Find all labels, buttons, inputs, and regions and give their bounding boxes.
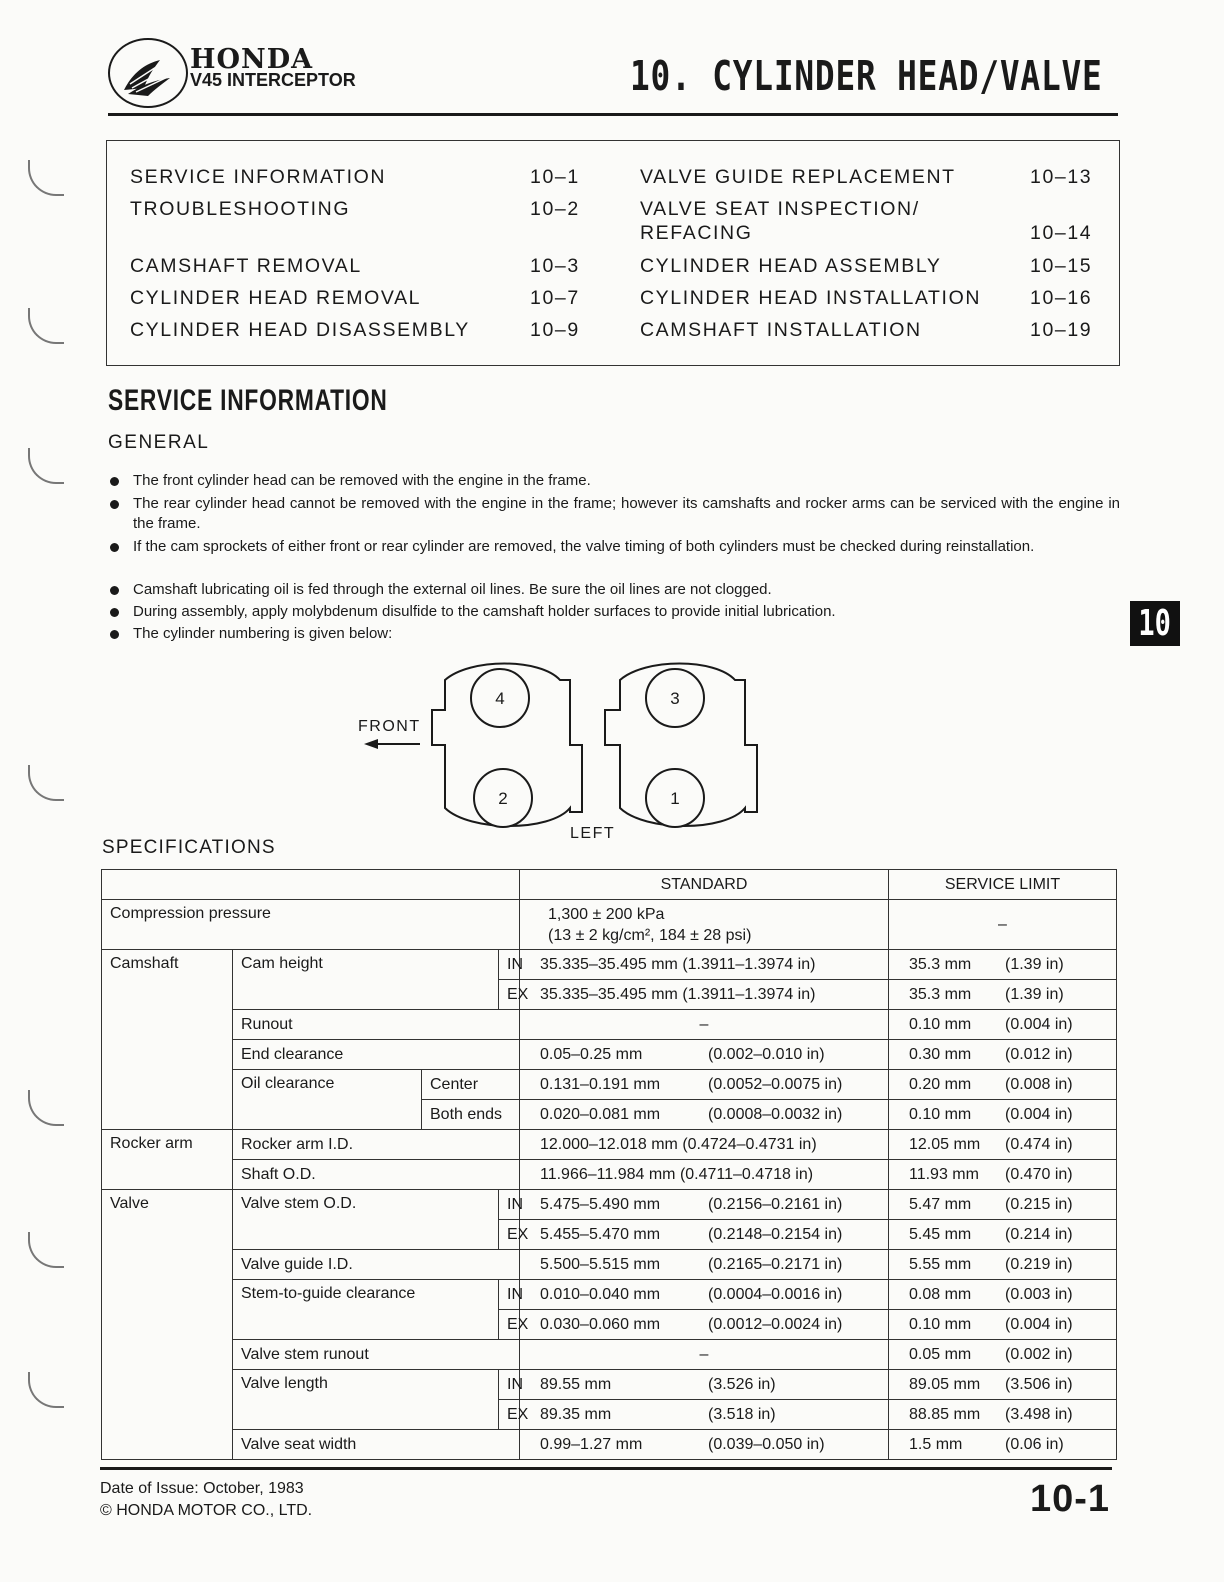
toc-item-page: 10–16 (1030, 287, 1093, 309)
bullet-item: The cylinder numbering is given below: (110, 624, 1120, 644)
toc-item-page: 10–2 (530, 198, 580, 220)
specifications-heading: SPECIFICATIONS (102, 837, 276, 858)
table-row: Camshaft Cam height IN 35.335–35.495 mm (1.3911–1.3974 in) 35.3 mm (1.39 in) (102, 950, 1117, 980)
footer-rule (100, 1467, 1112, 1470)
table-row: Valve guide I.D. 5.500–5.515 mm (0.2165–0.2171 in) 5.55 mm (0.219 in) (102, 1250, 1117, 1280)
binder-mark (28, 1090, 64, 1126)
table-row: Valve length IN 89.55 mm (3.526 in) 89.05 mm (3.506 in) (102, 1370, 1117, 1400)
bullet-item: During assembly, apply molybdenum disulfide to the camshaft holder surfaces to provide initial lubrication. (110, 602, 1120, 622)
left-label: LEFT (570, 825, 616, 842)
table-row: Rocker arm Rocker arm I.D. 12.000–12.018 mm (0.4724–0.4731 in) 12.05 mm (0.474 in) (102, 1130, 1117, 1160)
toc-item-title: CYLINDER HEAD INSTALLATION (640, 287, 982, 309)
toc-item-page: 10–13 (1030, 166, 1093, 188)
brand-name: HONDA (190, 44, 314, 75)
bullet-item: If the cam sprockets of either front or rear cylinder are removed, the valve timing of both cylinders must be checked during reinstallation. (110, 537, 1120, 557)
binder-mark (28, 765, 64, 801)
bullet-icon (110, 477, 119, 486)
toc-item-title: CYLINDER HEAD DISASSEMBLY (130, 319, 470, 341)
table-row: Valve Valve stem O.D. IN 5.475–5.490 mm (0.2156–0.2161 in) 5.47 mm (0.215 in) (102, 1190, 1117, 1220)
toc-item-title: SERVICE INFORMATION (130, 166, 387, 188)
cylinder-label: 4 (495, 689, 505, 708)
table-row: EX 0.030–0.060 mm (0.0012–0.0024 in) 0.10 mm (0.004 in) (102, 1310, 1117, 1340)
table-header-row (102, 870, 1117, 900)
front-label: FRONT (358, 718, 421, 735)
toc-item-page: 10–19 (1030, 319, 1093, 341)
bullet-icon (110, 543, 119, 552)
binder-mark (28, 1372, 64, 1408)
toc-item-title: TROUBLESHOOTING (130, 198, 351, 220)
table-row: Runout – 0.10 mm (0.004 in) (102, 1010, 1117, 1040)
bullet-icon (110, 608, 119, 617)
binder-mark (28, 160, 64, 196)
toc-item-title-cont: REFACING (640, 222, 753, 244)
cylinder-label: 3 (670, 689, 680, 708)
cylinder-numbering-diagram (350, 650, 790, 850)
toc-item-title: CYLINDER HEAD REMOVAL (130, 287, 422, 309)
bullet-icon (110, 586, 119, 595)
header-rule (108, 113, 1118, 116)
honda-wing-logo (108, 38, 188, 108)
cylinder-label: 1 (670, 789, 680, 808)
col-service-limit: SERVICE LIMIT (889, 870, 1117, 900)
specifications-table (101, 869, 1117, 1460)
toc-item-page: 10–14 (1030, 222, 1093, 244)
toc-item-page: 10–1 (530, 166, 580, 188)
table-row: EX 5.455–5.470 mm (0.2148–0.2154 in) 5.45 mm (0.214 in) (102, 1220, 1117, 1250)
toc-item-title: CYLINDER HEAD ASSEMBLY (640, 255, 942, 277)
bullet-item: The rear cylinder head cannot be removed with the engine in the frame; however its camshafts and rocker arms can be serviced with the engine in the frame. (110, 494, 1120, 534)
subheading: GENERAL (108, 432, 210, 453)
toc-item-page: 10–3 (530, 255, 580, 277)
bullet-item: Camshaft lubricating oil is fed through the external oil lines. Be sure the oil lines are not clogged. (110, 580, 1120, 600)
toc-item-title: CAMSHAFT INSTALLATION (640, 319, 922, 341)
toc-item-page: 10–15 (1030, 255, 1093, 277)
table-row: Shaft O.D. 11.966–11.984 mm (0.4711–0.4718 in) 11.93 mm (0.470 in) (102, 1160, 1117, 1190)
table-row: End clearance 0.05–0.25 mm (0.002–0.010 in) 0.30 mm (0.012 in) (102, 1040, 1117, 1070)
table-row: Valve stem runout – 0.05 mm (0.002 in) (102, 1340, 1117, 1370)
issue-date: Date of Issue: October, 1983 (100, 1480, 304, 1497)
binder-mark (28, 308, 64, 344)
toc-item-title: VALVE GUIDE REPLACEMENT (640, 166, 956, 188)
table-row: Compression pressure 1,300 ± 200 kPa (13 ± 2 kg/cm², 184 ± 28 psi) – (102, 900, 1117, 950)
table-row: EX 35.335–35.495 mm (1.3911–1.3974 in) 35.3 mm (1.39 in) (102, 980, 1117, 1010)
copyright: © HONDA MOTOR CO., LTD. (100, 1502, 313, 1519)
bullet-icon (110, 500, 119, 509)
table-row: Both ends 0.020–0.081 mm (0.0008–0.0032 in) 0.10 mm (0.004 in) (102, 1100, 1117, 1130)
chapter-tab: 10 (1130, 601, 1180, 646)
toc-item-title: VALVE SEAT INSPECTION/ (640, 198, 920, 220)
col-standard: STANDARD (520, 870, 889, 900)
chapter-title: 10. CYLINDER HEAD/VALVE (630, 52, 1103, 100)
table-row: Oil clearance Center 0.131–0.191 mm (0.0052–0.0075 in) 0.20 mm (0.008 in) (102, 1070, 1117, 1100)
section-heading: SERVICE INFORMATION (108, 384, 388, 417)
table-row: EX 89.35 mm (3.518 in) 88.85 mm (3.498 in) (102, 1400, 1117, 1430)
toc-item-title: CAMSHAFT REMOVAL (130, 255, 362, 277)
cylinder-label: 2 (498, 789, 508, 808)
page-number: 10-1 (1030, 1478, 1111, 1520)
bullet-icon (110, 630, 119, 639)
model-name: V45 INTERCEPTOR (190, 70, 356, 90)
binder-mark (28, 1232, 64, 1268)
table-row: Valve seat width 0.99–1.27 mm (0.039–0.050 in) 1.5 mm (0.06 in) (102, 1430, 1117, 1460)
bullet-item: The front cylinder head can be removed with the engine in the frame. (110, 471, 1120, 491)
binder-mark (28, 448, 64, 484)
table-row: Stem-to-guide clearance IN 0.010–0.040 mm (0.0004–0.0016 in) 0.08 mm (0.003 in) (102, 1280, 1117, 1310)
toc-item-page: 10–9 (530, 319, 580, 341)
toc-item-page: 10–7 (530, 287, 580, 309)
